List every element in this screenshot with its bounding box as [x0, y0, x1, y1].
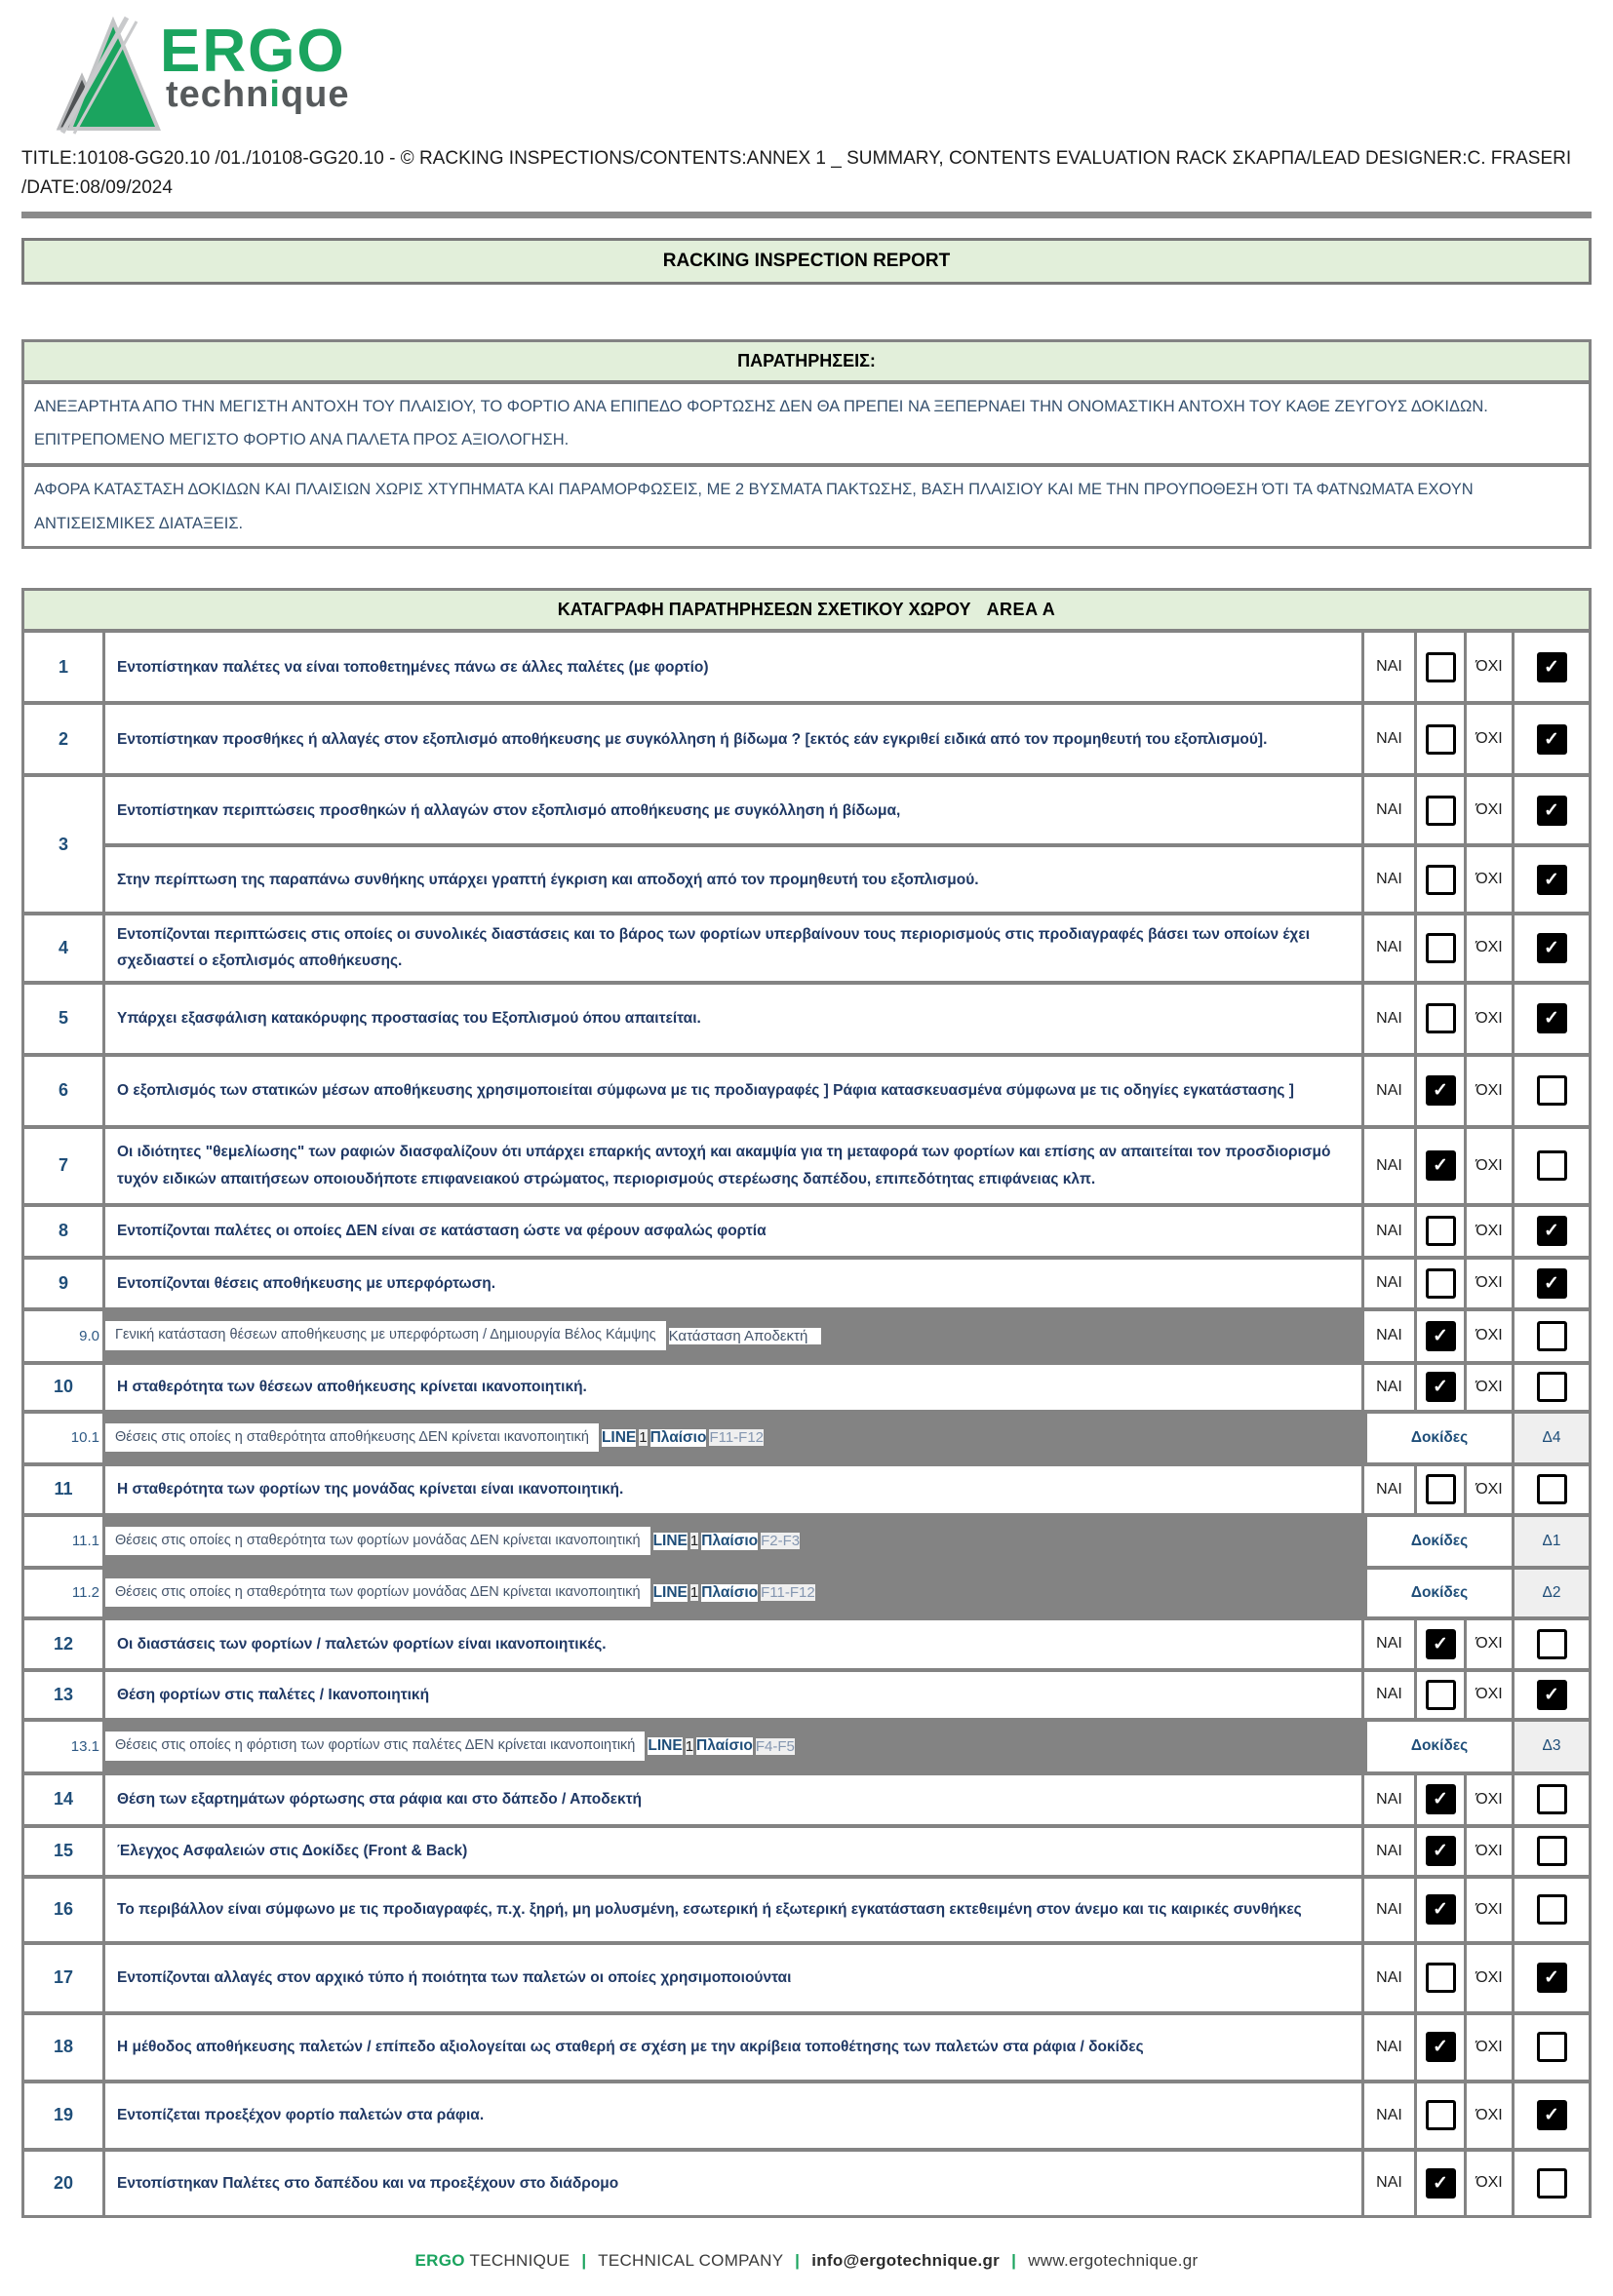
row-number: 16 [24, 1879, 102, 1941]
yes-label: ΝΑΙ [1364, 1311, 1414, 1361]
line-label: LINE [652, 1583, 688, 1601]
line-middle [105, 1570, 1364, 1616]
yes-label: ΝΑΙ [1364, 1672, 1414, 1718]
no-checkbox-cell [1515, 633, 1589, 701]
yes-checkbox[interactable] [1426, 1629, 1456, 1659]
report-page [0, 16, 1613, 2271]
no-label: ΌΧΙ [1467, 777, 1512, 843]
yes-label: ΝΑΙ [1364, 1828, 1414, 1875]
no-checkbox-cell [1515, 705, 1589, 773]
row-description: Θέση των εξαρτημάτων φόρτωσης στα ράφια και στο δάπεδο / Αποδεκτή [105, 1775, 1361, 1824]
no-checkbox[interactable] [1537, 1003, 1567, 1033]
no-label: ΌΧΙ [1467, 1672, 1512, 1718]
table-row [24, 985, 1589, 1053]
yes-checkbox-cell [1417, 1057, 1464, 1125]
row-description: Ο εξοπλισμός των στατικών μέσων αποθήκευσης χρησιμοποιείται σύμφωνα με τις προδιαγραφές ] Ράφια κατασκευασμένα σύμφωνα με τις οδηγίες εγκατάστασης ] [105, 1057, 1361, 1125]
frame-label: Πλαίσιο [701, 1532, 759, 1549]
line-number-value: 1 [689, 1584, 699, 1602]
no-label: ΌΧΙ [1467, 915, 1512, 980]
no-checkbox[interactable] [1537, 1268, 1567, 1299]
row-description: Εντοπίζονται περιπτώσεις στις οποίες οι συνολικές διαστάσεις και το βάρος των φορτίων υπερβαίνουν τους περιορισμούς στις προδιαγραφές βάσει των οποίων έχει σχεδιαστεί ο εξοπλισμός αποθήκευσης. [105, 915, 1361, 980]
row-description: Θέσεις στις οποίες η σταθερότητα των φορτίων μονάδας ΔΕΝ κρίνεται ικανοποιητική [105, 1578, 650, 1608]
row-number: 4 [24, 915, 102, 980]
table-row [24, 1207, 1589, 1256]
table-row [105, 847, 1589, 912]
no-label: ΌΧΙ [1467, 1311, 1512, 1361]
row-number: 17 [24, 1945, 102, 2011]
yes-checkbox[interactable] [1426, 2168, 1456, 2199]
yes-checkbox-cell [1417, 985, 1464, 1053]
no-checkbox[interactable] [1537, 1216, 1567, 1246]
no-label: ΌΧΙ [1467, 1260, 1512, 1307]
yes-checkbox-cell [1417, 777, 1464, 843]
yes-checkbox-cell [1417, 1260, 1464, 1307]
document-title [21, 144, 1592, 204]
no-label: ΌΧΙ [1467, 1129, 1512, 1203]
yes-checkbox[interactable] [1426, 1963, 1456, 1993]
table-row [24, 2152, 1589, 2215]
no-checkbox-cell [1515, 1775, 1589, 1824]
line-middle [105, 1414, 1364, 1462]
no-label: ΌΧΙ [1467, 1207, 1512, 1256]
yes-checkbox[interactable] [1426, 1321, 1456, 1351]
row-number: 18 [24, 2015, 102, 2080]
table-row [24, 2083, 1589, 2148]
yes-label: ΝΑΙ [1364, 777, 1414, 843]
row-number: 6 [24, 1057, 102, 1125]
yes-checkbox[interactable] [1426, 1216, 1456, 1246]
row-description: Εντοπίζονται παλέτες οι οποίες ΔΕΝ είναι σε κατάσταση ώστε να φέρουν ασφαλώς φορτία [105, 1207, 1361, 1256]
yes-checkbox[interactable] [1426, 865, 1456, 895]
row-description: Οι διαστάσεις των φορτίων / παλετών φορτίων είναι ικανοποιητικές. [105, 1620, 1361, 1668]
status-middle [105, 1311, 1361, 1361]
row-number: 10.1 [24, 1414, 102, 1462]
yes-checkbox-cell [1417, 2083, 1464, 2148]
yes-label: ΝΑΙ [1364, 633, 1414, 701]
brand-subname: technique [166, 74, 350, 115]
yes-checkbox-cell [1417, 2015, 1464, 2080]
yes-label: ΝΑΙ [1364, 1260, 1414, 1307]
row-number: 8 [24, 1207, 102, 1256]
no-label: ΌΧΙ [1467, 705, 1512, 773]
frame-value: F11-F12 [761, 1584, 815, 1602]
yes-checkbox-cell [1417, 1828, 1464, 1875]
report-header: RACKING INSPECTION REPORT [21, 238, 1592, 285]
footer-brand: ERGO [414, 2250, 465, 2270]
yes-checkbox[interactable] [1426, 1836, 1456, 1866]
no-checkbox-cell [1515, 1057, 1589, 1125]
table-row [105, 777, 1589, 843]
beams-label: Δοκίδες [1367, 1570, 1512, 1616]
no-checkbox[interactable] [1537, 1372, 1567, 1402]
table-row [24, 1828, 1589, 1875]
no-checkbox[interactable] [1537, 724, 1567, 755]
row-description: Υπάρχει εξασφάλιση κατακόρυφης προστασίας του Εξοπλισμού όπου απαιτείται. [105, 985, 1361, 1053]
row-number: 9.0 [24, 1311, 102, 1361]
table-row [24, 915, 1589, 980]
no-label: ΌΧΙ [1467, 1466, 1512, 1513]
row-number: 11.1 [24, 1517, 102, 1566]
yes-checkbox[interactable] [1426, 2032, 1456, 2062]
table-row-line-detail [24, 1517, 1589, 1566]
no-checkbox-cell [1515, 1828, 1589, 1875]
no-checkbox-cell [1515, 1311, 1589, 1361]
frame-value: F11-F12 [709, 1429, 765, 1447]
no-label: ΌΧΙ [1467, 1945, 1512, 2011]
table-row-group [24, 777, 1589, 912]
yes-label: ΝΑΙ [1364, 1620, 1414, 1668]
yes-label: ΝΑΙ [1364, 847, 1414, 912]
yes-label: ΝΑΙ [1364, 1207, 1414, 1256]
row-number: 11.2 [24, 1570, 102, 1616]
row-description: Θέσεις στις οποίες η φόρτιση των φορτίων στις παλέτες ΔΕΝ κρίνεται ικανοποιητική [105, 1732, 645, 1761]
row-number: 5 [24, 985, 102, 1053]
line-number-value: 1 [689, 1533, 699, 1550]
no-checkbox[interactable] [1537, 1075, 1567, 1106]
row-description: Η μέθοδος αποθήκευσης παλετών / επίπεδο αξιολογείται ως σταθερή σε σχέση με την ακρίβεια τοποθέτησης των παλετών στα ράφια / δοκίδες [105, 2015, 1361, 2080]
no-checkbox-cell [1515, 1945, 1589, 2011]
line-middle [105, 1722, 1364, 1771]
yes-checkbox-cell [1417, 1945, 1464, 2011]
beams-value: Δ3 [1515, 1722, 1589, 1771]
no-label: ΌΧΙ [1467, 2015, 1512, 2080]
yes-label: ΝΑΙ [1364, 2015, 1414, 2080]
table-row [24, 1057, 1589, 1125]
row-number: 2 [24, 705, 102, 773]
row-number: 19 [24, 2083, 102, 2148]
yes-checkbox-cell [1417, 2152, 1464, 2215]
brand-name: ERGO [160, 18, 346, 85]
table-row [24, 1129, 1589, 1203]
row-description: Εντοπίστηκαν προσθήκες ή αλλαγές στον εξοπλισμό αποθήκευσης με συγκόλληση ή βίδωμα ? [εκτός εάν εγκριθεί ειδικά από τον προμηθευτή του εξοπλισμού]. [105, 705, 1361, 773]
table-row-status [24, 1311, 1589, 1361]
no-label: ΌΧΙ [1467, 1620, 1512, 1668]
table-row [24, 1620, 1589, 1668]
observations-table [21, 339, 1592, 550]
no-label: ΌΧΙ [1467, 2083, 1512, 2148]
yes-checkbox[interactable] [1426, 1784, 1456, 1814]
title-line-1: TITLE:10108-GG20.10 /01./10108-GG20.10 - © RACKING INSPECTIONS/CONTENTS:ANNEX 1 _ SUMMARY, CONTENTS EVALUATION RACK ΣΚΑΡΠΑ/LEAD DESIGNER:C. FRASERI [21, 148, 1572, 169]
no-checkbox-cell [1515, 1620, 1589, 1668]
row-number: 11 [24, 1466, 102, 1513]
yes-checkbox[interactable] [1426, 1474, 1456, 1504]
row-description: Η σταθερότητα των φορτίων της μονάδας κρίνεται είναι ικανοποιητική. [105, 1466, 1361, 1513]
yes-checkbox-cell [1417, 1466, 1464, 1513]
yes-checkbox-cell [1417, 847, 1464, 912]
no-checkbox-cell [1515, 1260, 1589, 1307]
table-row-line-detail [24, 1722, 1589, 1771]
beams-label: Δοκίδες [1367, 1517, 1512, 1566]
row-number: 13.1 [24, 1722, 102, 1771]
yes-checkbox[interactable] [1426, 1894, 1456, 1925]
no-checkbox-cell [1515, 1207, 1589, 1256]
row-number: 10 [24, 1365, 102, 1410]
no-checkbox[interactable] [1537, 1784, 1567, 1814]
row-number: 20 [24, 2152, 102, 2215]
yes-checkbox[interactable] [1426, 1680, 1456, 1710]
row-number: 7 [24, 1129, 102, 1203]
table-row [24, 1260, 1589, 1307]
row-description: Οι ιδιότητες "θεμελίωσης" των ραφιών διασφαλίζουν ότι υπάρχει επαρκής αντοχή και ακαμψία για τη μεταφορά των φορτίων και επίσης αν απαιτείται τον προσδιορισμό τυχόν ειδικών απαιτήσεων οποιουδήποτε επιφανειακού στρώματος, περιορισμούς στερέωσης δαπέδου, επιπεδότητας επιφάνειας κλπ. [105, 1129, 1361, 1203]
yes-checkbox-cell [1417, 1672, 1464, 1718]
no-checkbox-cell [1515, 2015, 1589, 2080]
table-row [24, 1945, 1589, 2011]
row-description: Εντοπίστηκαν Παλέτες στο δαπέδου και να προεξέχουν στο διάδρομο [105, 2152, 1361, 2215]
no-checkbox-cell [1515, 1879, 1589, 1941]
table-row [24, 2015, 1589, 2080]
no-checkbox[interactable] [1537, 933, 1567, 963]
yes-checkbox[interactable] [1426, 933, 1456, 963]
no-checkbox[interactable] [1537, 1680, 1567, 1710]
row-number: 14 [24, 1775, 102, 1824]
yes-checkbox-cell [1417, 1620, 1464, 1668]
yes-checkbox-cell [1417, 1775, 1464, 1824]
row-description: Εντοπίζονται θέσεις αποθήκευσης με υπερφόρτωση. [105, 1260, 1361, 1307]
no-checkbox[interactable] [1537, 652, 1567, 682]
row-description: Έλεγχος Ασφαλειών στις Δοκίδες (Front & Back) [105, 1828, 1361, 1875]
table-row [24, 1466, 1589, 1513]
row-description: Εντοπίστηκαν παλέτες να είναι τοποθετημένες πάνω σε άλλες παλέτες (με φορτίο) [105, 633, 1361, 701]
row-number: 9 [24, 1260, 102, 1307]
frame-label: Πλαίσιο [696, 1737, 753, 1755]
yes-checkbox[interactable] [1426, 1150, 1456, 1181]
footer-email[interactable]: info@ergotechnique.gr [811, 2250, 1001, 2270]
row-description: Η σταθερότητα των θέσεων αποθήκευσης κρίνεται ικανοποιητική. [105, 1365, 1361, 1410]
yes-checkbox-cell [1417, 705, 1464, 773]
row-number: 3 [24, 777, 102, 912]
no-checkbox[interactable] [1537, 1836, 1567, 1866]
area-label: AREA A [986, 600, 1056, 620]
observation-item: ΑΦΟΡΑ ΚΑΤΑΣΤΑΣΗ ΔΟΚΙΔΩΝ ΚΑΙ ΠΛΑΙΣΙΩΝ ΧΩΡΙΣ ΧΤΥΠΗΜΑΤΑ ΚΑΙ ΠΑΡΑΜΟΡΦΩΣΕΙΣ, ΜΕ 2 ΒΥΣΜΑΤΑ ΠΑΚΤΩΣΗΣ, ΒΑΣΗ ΠΛΑΙΣΙΟΥ ΚΑΙ ΜΕ ΤΗΝ ΠΡΟΥΠΟΘΕΣΗ ΌΤΙ ΤΑ ΦΑΤΝΩΜΑΤΑ ΕΧΟΥΝ ΑΝΤΙΣΕΙΣΜΙΚΕΣ ΔΙΑΤΑΞΕΙΣ. [24, 467, 1589, 546]
yes-checkbox-cell [1417, 1311, 1464, 1361]
frame-label: Πλαίσιο [701, 1583, 759, 1601]
yes-label: ΝΑΙ [1364, 1129, 1414, 1203]
yes-checkbox-cell [1417, 1207, 1464, 1256]
title-line-2: /DATE:08/09/2024 [21, 177, 173, 199]
frame-value: F2-F3 [761, 1533, 801, 1550]
no-label: ΌΧΙ [1467, 1057, 1512, 1125]
yes-checkbox[interactable] [1426, 796, 1456, 826]
row-number: 12 [24, 1620, 102, 1668]
line-label: LINE [648, 1737, 683, 1755]
inspection-table [21, 588, 1592, 2217]
ergo-triangle-icon [49, 16, 174, 139]
beams-value: Δ2 [1515, 1570, 1589, 1616]
title-divider [21, 212, 1592, 218]
yes-checkbox[interactable] [1426, 1372, 1456, 1402]
yes-checkbox-cell [1417, 1879, 1464, 1941]
row-description: Θέσεις στις οποίες η σταθερότητα των φορτίων μονάδας ΔΕΝ κρίνεται ικανοποιητική [105, 1527, 650, 1556]
observations-header: ΠΑΡΑΤΗΡΗΣΕΙΣ: [24, 342, 1589, 380]
row-description: Εντοπίζονται αλλαγές στον αρχικό τύπο ή ποιότητα των παλετών οι οποίες χρησιμοποιούνται [105, 1945, 1361, 2011]
yes-label: ΝΑΙ [1364, 2152, 1414, 2215]
no-checkbox-cell [1515, 2083, 1589, 2148]
no-checkbox[interactable] [1537, 1894, 1567, 1925]
line-number-value: 1 [639, 1429, 648, 1447]
footer-brand2: TECHNIQUE [469, 2250, 570, 2270]
row-description: Στην περίπτωση της παραπάνω συνθήκης υπάρχει γραπτή έγκριση και αποδοχή από τον προμηθευτή του εξοπλισμού. [105, 847, 1361, 912]
no-label: ΌΧΙ [1467, 1828, 1512, 1875]
line-middle [105, 1517, 1364, 1566]
no-checkbox-cell [1515, 1129, 1589, 1203]
yes-checkbox-cell [1417, 633, 1464, 701]
no-label: ΌΧΙ [1467, 1879, 1512, 1941]
footer-separator: | [795, 2250, 801, 2270]
yes-label: ΝΑΙ [1364, 1879, 1414, 1941]
beams-value: Δ4 [1515, 1414, 1589, 1462]
inspection-table-header [24, 591, 1589, 629]
table-row [24, 705, 1589, 773]
row-description: Εντοπίζεται προεξέχον φορτίο παλετών στα ράφια. [105, 2083, 1361, 2148]
no-checkbox-cell [1515, 2152, 1589, 2215]
no-checkbox-cell [1515, 915, 1589, 980]
row-number: 15 [24, 1828, 102, 1875]
beams-label: Δοκίδες [1367, 1414, 1512, 1462]
no-checkbox-cell [1515, 985, 1589, 1053]
yes-label: ΝΑΙ [1364, 705, 1414, 773]
row-description: Το περιβάλλον είναι σύμφωνο με τις προδιαγραφές, π.χ. ξηρή, μη μολυσμένη, εσωτερική ή εξωτερική εγκατάσταση εκτεθειμένη στον άνεμο και τις καιρικές συνθήκες [105, 1879, 1361, 1941]
yes-label: ΝΑΙ [1364, 1945, 1414, 2011]
status-value: Κατάσταση Αποδεκτή [669, 1328, 822, 1344]
footer-separator: | [581, 2250, 587, 2270]
no-checkbox[interactable] [1537, 1629, 1567, 1659]
yes-checkbox[interactable] [1426, 724, 1456, 755]
yes-label: ΝΑΙ [1364, 1365, 1414, 1410]
yes-checkbox[interactable] [1426, 652, 1456, 682]
no-checkbox[interactable] [1537, 796, 1567, 826]
frame-value: F4-F5 [755, 1737, 795, 1755]
table-row [24, 1365, 1589, 1410]
table-row [24, 633, 1589, 701]
line-label: LINE [601, 1428, 637, 1446]
footer-separator: | [1011, 2250, 1017, 2270]
yes-checkbox-cell [1417, 1365, 1464, 1410]
row-description: Θέσεις στις οποίες η σταθερότητα αποθήκευσης ΔΕΝ κρίνεται ικανοποιητική [105, 1423, 599, 1453]
yes-label: ΝΑΙ [1364, 1775, 1414, 1824]
beams-label: Δοκίδες [1367, 1722, 1512, 1771]
line-label: LINE [652, 1532, 688, 1549]
row-number: 13 [24, 1672, 102, 1718]
no-checkbox[interactable] [1537, 1150, 1567, 1181]
page-footer [21, 2251, 1592, 2271]
no-checkbox-cell [1515, 1365, 1589, 1410]
yes-label: ΝΑΙ [1364, 985, 1414, 1053]
table-row [24, 1775, 1589, 1824]
footer-company: TECHNICAL COMPANY [598, 2250, 784, 2270]
yes-label: ΝΑΙ [1364, 1466, 1414, 1513]
frame-label: Πλαίσιο [649, 1428, 707, 1446]
table-row-line-detail [24, 1570, 1589, 1616]
no-label: ΌΧΙ [1467, 985, 1512, 1053]
no-checkbox[interactable] [1537, 865, 1567, 895]
yes-checkbox[interactable] [1426, 1268, 1456, 1299]
ergo-logo-text [160, 16, 349, 113]
no-label: ΌΧΙ [1467, 2152, 1512, 2215]
yes-checkbox[interactable] [1426, 1075, 1456, 1106]
no-checkbox[interactable] [1537, 2032, 1567, 2062]
no-checkbox[interactable] [1537, 1963, 1567, 1993]
footer-website[interactable]: www.ergotechnique.gr [1028, 2250, 1199, 2270]
no-checkbox[interactable] [1537, 1474, 1567, 1504]
table-row [24, 1879, 1589, 1941]
no-checkbox[interactable] [1537, 2168, 1567, 2199]
row-number: 1 [24, 633, 102, 701]
no-label: ΌΧΙ [1467, 633, 1512, 701]
no-label: ΌΧΙ [1467, 1365, 1512, 1410]
no-checkbox-cell [1515, 1466, 1589, 1513]
beams-value: Δ1 [1515, 1517, 1589, 1566]
row-description: Εντοπίστηκαν περιπτώσεις προσθηκών ή αλλαγών στον εξοπλισμό αποθήκευσης με συγκόλληση ή βίδωμα, [105, 777, 1361, 843]
yes-label: ΝΑΙ [1364, 915, 1414, 980]
no-checkbox-cell [1515, 847, 1589, 912]
ergo-logo [49, 16, 1592, 135]
row-description: Γενική κατάσταση θέσεων αποθήκευσης με υπερφόρτωση / Δημιουργία Βέλος Κάμψης [105, 1321, 666, 1350]
no-checkbox[interactable] [1537, 1321, 1567, 1351]
no-checkbox-cell [1515, 777, 1589, 843]
yes-label: ΝΑΙ [1364, 1057, 1414, 1125]
line-number-value: 1 [685, 1737, 694, 1755]
yes-checkbox-cell [1417, 915, 1464, 980]
yes-checkbox[interactable] [1426, 1003, 1456, 1033]
yes-label: ΝΑΙ [1364, 2083, 1414, 2148]
group-parts [105, 777, 1589, 912]
observation-item: ΑΝΕΞΑΡΤΗΤΑ ΑΠΟ ΤΗΝ ΜΕΓΙΣΤΗ ΑΝΤΟΧΗ ΤΟΥ ΠΛΑΙΣΙΟΥ, ΤΟ ΦΟΡΤΙΟ ΑΝΑ ΕΠΙΠΕΔΟ ΦΟΡΤΩΣΗΣ ΔΕΝ ΘΑ ΠΡΕΠΕΙ ΝΑ ΞΕΠΕΡΝΑΕΙ ΤΗΝ ΟΝΟΜΑΣΤΙΚΗ ΑΝΤΟΧΗ ΤΟΥ ΚΑΘΕ ΖΕΥΓΟΥΣ ΔΟΚΙΔΩΝ. ΕΠΙΤΡΕΠΟΜΕΝΟ ΜΕΓΙΣΤΟ ΦΟΡΤΙΟ ΑΝΑ ΠΑΛΕΤΑ ΠΡΟΣ ΑΞΙΟΛΟΓΗΣΗ. [24, 384, 1589, 463]
table-row [24, 1672, 1589, 1718]
yes-checkbox[interactable] [1426, 2100, 1456, 2130]
yes-checkbox-cell [1417, 1129, 1464, 1203]
inspection-table-title: ΚΑΤΑΓΡΑΦΗ ΠΑΡΑΤΗΡΗΣΕΩΝ ΣΧΕΤΙΚΟΥ ΧΩΡΟΥ [557, 600, 971, 620]
no-label: ΌΧΙ [1467, 1775, 1512, 1824]
row-description: Θέση φορτίων στις παλέτες / Ικανοποιητική [105, 1672, 1361, 1718]
table-row-line-detail [24, 1414, 1589, 1462]
no-checkbox[interactable] [1537, 2100, 1567, 2130]
no-label: ΌΧΙ [1467, 847, 1512, 912]
no-checkbox-cell [1515, 1672, 1589, 1718]
